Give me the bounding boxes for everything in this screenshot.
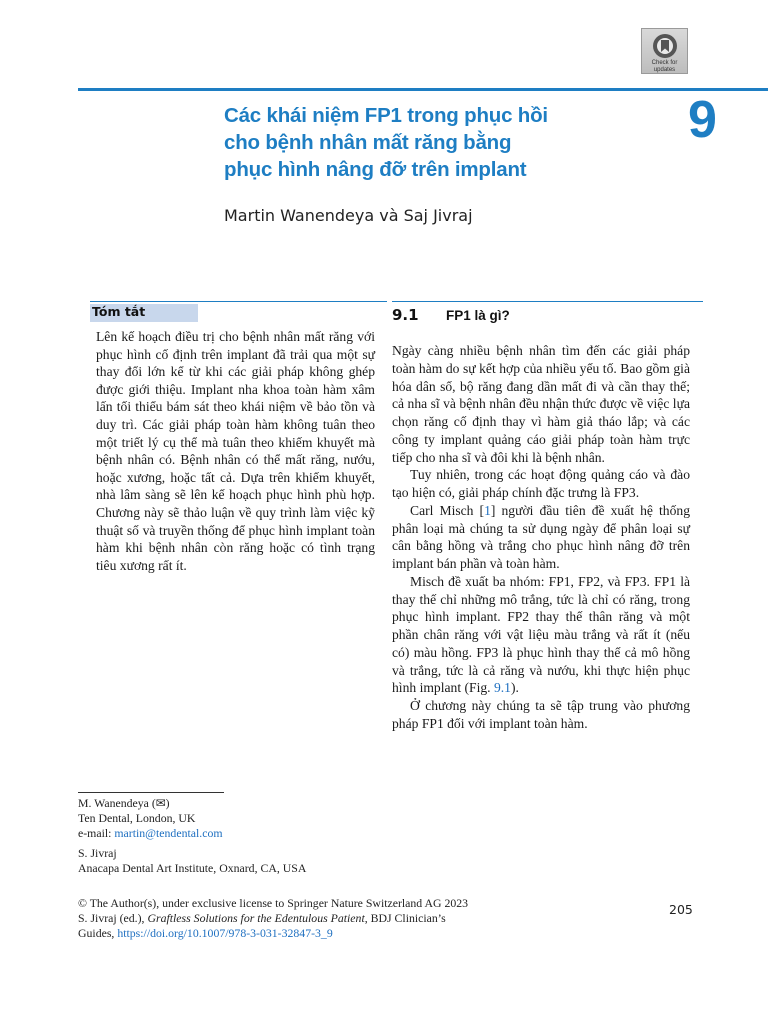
copyright-block (78, 896, 548, 941)
affiliation-org: Anacapa Dental Art Institute, Oxnard, CA, USA (78, 861, 307, 875)
citation-line (78, 911, 548, 926)
section-rule (392, 301, 703, 302)
citation-link[interactable]: 1 (484, 502, 491, 518)
citation-text: , BDJ Clinician’s (364, 911, 446, 925)
paragraph-text: ). (510, 680, 519, 696)
chapter-number: 9 (688, 91, 717, 149)
paragraph-text: Misch đề xuất ba nhóm: FP1, FP2, và FP3. FP1 là thay thế chỉ những mô trắng, tức là chỉ có răng, trong phục hình implant. FP2 thay thế thân răng và một phần chân răng với vật liệu màu trắng và rất ít (nếu có) màu hồng. FP3 là phục hình thay thế cả mô hồng và trắng, tức là cả răng và nướu, khi thực hiện phục hình implant (Fig. (392, 573, 690, 696)
citation-text: S. Jivraj (ed.), (78, 911, 148, 925)
chapter-title-line: phục hình nâng đỡ trên implant (224, 158, 527, 181)
footnote-rule (78, 792, 224, 793)
affiliation-name: M. Wanendeya (✉) (78, 796, 170, 810)
paragraph-text: Carl Misch [ (410, 502, 485, 518)
paragraph-4 (392, 573, 690, 697)
chapter-authors: Martin Wanendeya và Saj Jivraj (224, 206, 473, 225)
chapter-title-line: Các khái niệm FP1 trong phục hồi (224, 104, 548, 127)
page-number: 205 (669, 902, 693, 917)
figure-link[interactable]: 9.1 (493, 680, 511, 696)
abstract-heading: Tóm tắt (90, 304, 198, 322)
doi-line (78, 926, 548, 941)
email-label: e-mail: (78, 826, 115, 840)
paragraph-5: Ở chương này chúng ta sẽ tập trung vào phương pháp FP1 đối với implant toàn hàm. (392, 698, 690, 731)
affiliation-1 (78, 796, 223, 841)
bookmark-check-icon (652, 33, 678, 59)
section-title: FP1 là gì? (446, 308, 510, 323)
chapter-title-line: cho bệnh nhân mất răng bằng (224, 131, 512, 154)
affiliation-name: S. Jivraj (78, 846, 117, 860)
book-title: Graftless Solutions for the Edentulous Patient (147, 911, 365, 925)
affiliation-email-line (78, 826, 223, 841)
affiliation-2 (78, 846, 306, 876)
citation-text: Guides, (78, 926, 118, 940)
paragraph-1: Ngày càng nhiều bệnh nhân tìm đến các giải pháp toàn hàm do sự kết hợp của nhiều yếu tố. Bao gồm già hóa dân số, bộ răng đang dần mất đi và cần thay thế; cả nha sĩ và bệnh nhân đều nhận thức được về việc lựa chọn răng cố định thay vì hàm giả tháo lắp; và các công ty implant quảng cáo giải pháp toàn hàm trực tiếp cho nha sĩ và đôi khi là bệnh nhân. (392, 343, 690, 465)
chapter-title (224, 102, 644, 183)
section-number: 9.1 (392, 306, 419, 324)
section-body (392, 342, 690, 733)
paragraph-text: ] người đầu tiên đề xuất hệ thống phân loại mà chúng ta sử dụng ngày để phân loại sự cân bằng hồng và trắng cho phục hình nâng đỡ trên implant bán phần và toàn hàm. (392, 502, 690, 571)
abstract-text: Lên kế hoạch điều trị cho bệnh nhân mất răng với phục hình cố định trên implant đã trải qua một sự thay đổi lớn kể từ khi các giải pháp không ghép được giới thiệu. Implant nha khoa toàn hàm xâm lấn tối thiểu bám sát theo khái niệm về bảo tồn và duy trì. Các giải pháp toàn hàm không tuân theo một triết lý cụ thể mà tuân theo khiếm khuyết mà bệnh nhân có. Bệnh nhân có thể mất răng, nướu, hoặc xương, hoặc tất cả. Dựa trên khiếm khuyết, nhà lâm sàng sẽ lên kế hoạch phục hình phù hợp. Chương này sẽ thảo luận về quy trình làm việc kỹ thuật số và truyền thống để phục hình implant toàn hàm khi bệnh nhân còn răng hoặc có tình trạng tiêu xương rất ít. (96, 329, 375, 573)
abstract-rule (90, 301, 387, 302)
badge-label-1: Check for (651, 60, 678, 66)
affiliation-org: Ten Dental, London, UK (78, 811, 196, 825)
copyright-line: © The Author(s), under exclusive license to Springer Nature Switzerland AG 2023 (78, 896, 469, 910)
header-rule (78, 88, 768, 91)
badge-label-2: updates (653, 67, 676, 73)
paragraph-2: Tuy nhiên, trong các hoạt động quảng cáo và đào tạo hiện có, giải pháp chính đặc trưng là FP3. (392, 467, 690, 500)
check-for-updates-badge[interactable] (641, 28, 688, 74)
email-link[interactable]: martin@tendental.com (114, 826, 223, 840)
doi-link[interactable]: https://doi.org/10.1007/978-3-031-32847-3_9 (117, 926, 333, 940)
paragraph-3 (392, 502, 690, 573)
